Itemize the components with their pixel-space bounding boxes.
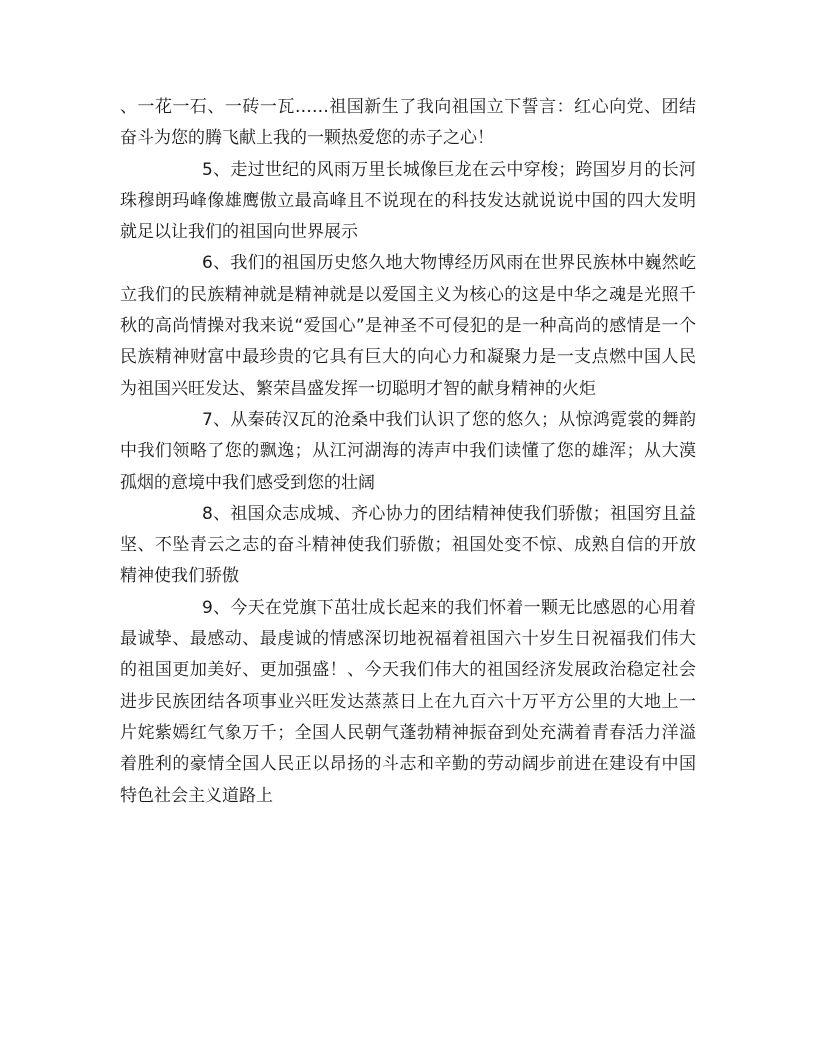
paragraph-5: 5、走过世纪的风雨万里长城像巨龙在云中穿梭；跨国岁月的长河珠穆朗玛峰像雄鹰傲立最高峰且不说现在的科技发达就说说中国的四大发明就足以让我们的祖国向世界展示: [120, 159, 696, 243]
paragraph-6: 6、我们的祖国历史悠久地大物博经历风雨在世界民族林中巍然屹立我们的民族精神就是精神就是以爱国主义为核心的这是中华之魂是光照千秋的高尚情操对我来说“爱国心”是神圣不可侵犯的是一种高尚的感情是一个民族精神财富中最珍贵的它具有巨大的向心力和凝聚力是一支点燃中国人民为祖国兴旺发达、繁荣昌盛发挥一切聪明才智的献身精神的火炬: [120, 253, 696, 399]
paragraph-8: 8、祖国众志成城、齐心协力的团结精神使我们骄傲；祖国穷且益坚、不坠青云之志的奋斗精神使我们骄傲；祖国处变不惊、成熟自信的开放精神使我们骄傲: [120, 503, 696, 587]
body-text: [120, 92, 696, 812]
paragraph-7: 7、从秦砖汉瓦的沧桑中我们认识了您的悠久；从惊鸿霓裳的舞韵中我们领略了您的飘逸；从江河湖海的涛声中我们读懂了您的雄浑；从大漠孤烟的意境中我们感受到您的壮阔: [120, 409, 696, 493]
paragraph-9: 9、今天在党旗下茁壮成长起来的我们怀着一颗无比感恩的心用着最诚挚、最感动、最虔诚的情感深切地祝福着祖国六十岁生日祝福我们伟大的祖国更加美好、更加强盛！、今天我们伟大的祖国经济发展政治稳定社会进步民族团结各项事业兴旺发达蒸蒸日上在九百六十万平方公里的大地上一片姹紫嫣红气象万千；全国人民朝气蓬勃精神振奋到处充满着青春活力洋溢着胜利的豪情全国人民正以昂扬的斗志和辛勤的劳动阔步前进在建设有中国特色社会主义道路上: [120, 597, 696, 806]
paragraph-continuation: 、一花一石、一砖一瓦……祖国新生了我向祖国立下誓言：红心向党、团结奋斗为您的腾飞献上我的一颗热爱您的赤子之心！: [120, 97, 696, 149]
